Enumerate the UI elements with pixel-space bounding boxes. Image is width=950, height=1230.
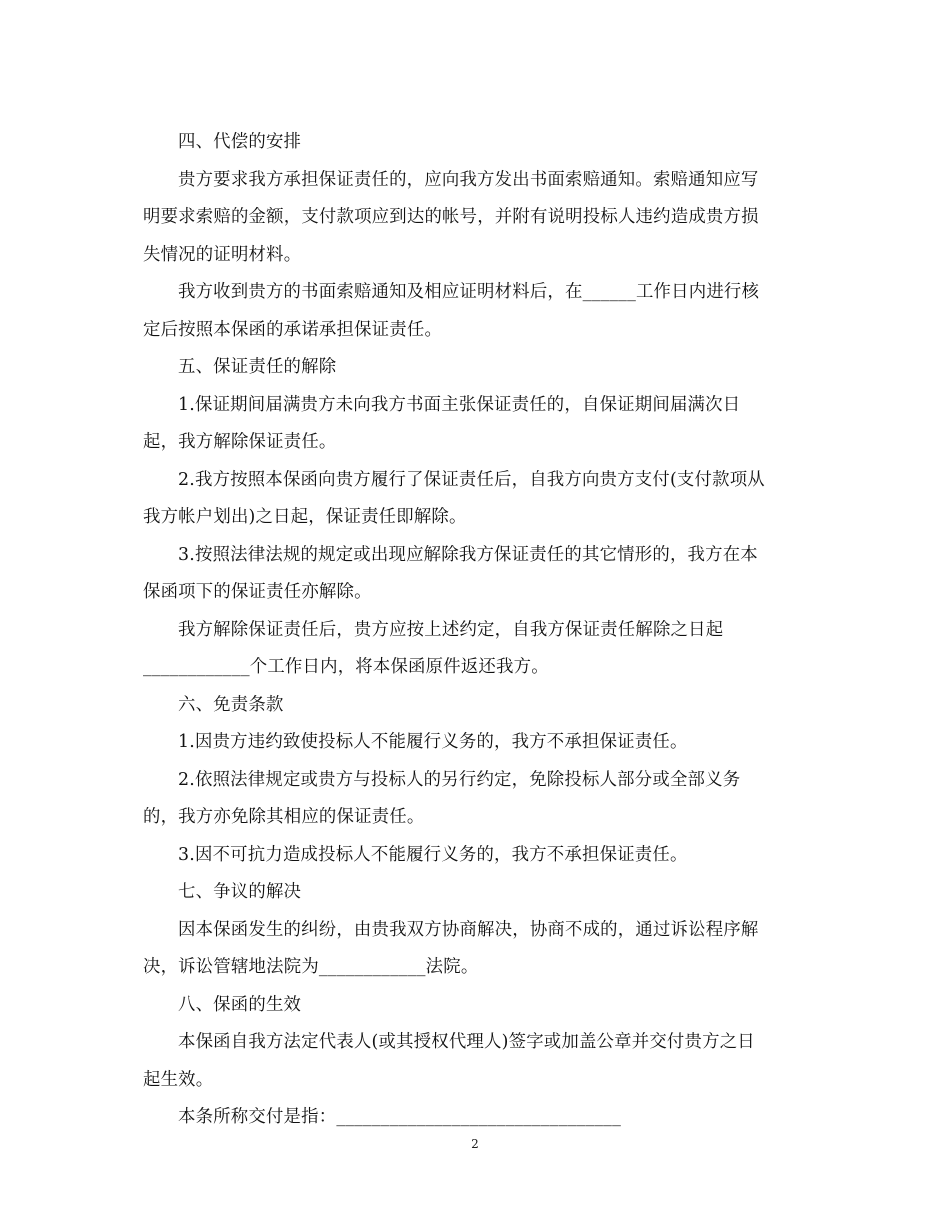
paragraph-line: 本保函自我方法定代表人(或其授权代理人)签字或加盖公章并交付贵方之日 bbox=[178, 1032, 755, 1052]
paragraph-line: 起，我方解除保证责任。 bbox=[143, 432, 337, 452]
paragraph-line: 失情况的证明材料。 bbox=[143, 244, 302, 265]
paragraph-line: 2.我方按照本保函向贵方履行了保证责任后，自我方向贵方支付(支付款项从 bbox=[178, 469, 765, 490]
section-heading-5: 五、保证责任的解除 bbox=[178, 357, 337, 377]
page-number: 2 bbox=[471, 1137, 479, 1151]
section-heading-7: 七、争议的解决 bbox=[178, 882, 302, 902]
paragraph-line: 1.保证期间届满贵方未向我方书面主张保证责任的，自保证期间届满次日 bbox=[178, 394, 741, 415]
paragraph-line: 2.依照法律规定或贵方与投标人的另行约定，免除投标人部分或全部义务 bbox=[178, 769, 741, 790]
paragraph-line: 贵方要求我方承担保证责任的，应向我方发出书面索赔通知。索赔通知应写 bbox=[178, 169, 759, 190]
section-heading-4: 四、代偿的安排 bbox=[178, 132, 302, 152]
paragraph-line: ____________个工作日内，将本保函原件返还我方。 bbox=[143, 657, 549, 677]
paragraph-line: 的，我方亦免除其相应的保证责任。 bbox=[143, 807, 425, 827]
paragraph-line: 3.按照法律法规的规定或出现应解除我方保证责任的其它情形的，我方在本 bbox=[178, 544, 758, 565]
paragraph-line: 决，诉讼管辖地法院为____________法院。 bbox=[143, 957, 479, 977]
paragraph-line: 本条所称交付是指：________________________________ bbox=[178, 1107, 621, 1127]
paragraph-line: 保函项下的保证责任亦解除。 bbox=[143, 582, 372, 602]
document-body bbox=[143, 124, 808, 1137]
paragraph-line: 定后按照本保函的承诺承担保证责任。 bbox=[143, 319, 443, 340]
paragraph-line: 明要求索赔的金额，支付款项应到达的帐号，并附有说明投标人违约造成贵方损 bbox=[143, 207, 759, 227]
section-heading-6: 六、免责条款 bbox=[178, 694, 284, 715]
paragraph-line: 我方收到贵方的书面索赔通知及相应证明材料后，在______工作日内进行核 bbox=[178, 282, 760, 302]
paragraph-line: 1.因贵方违约致使投标人不能履行义务的，我方不承担保证责任。 bbox=[178, 732, 688, 752]
paragraph-line: 因本保函发生的纠纷，由贵我双方协商解决，协商不成的，通过诉讼程序解 bbox=[178, 919, 759, 940]
paragraph-line: 我方帐户划出)之日起，保证责任即解除。 bbox=[143, 507, 467, 527]
paragraph-line: 3.因不可抗力造成投标人不能履行义务的，我方不承担保证责任。 bbox=[178, 844, 688, 865]
paragraph-line: 起生效。 bbox=[143, 1069, 214, 1090]
section-heading-8: 八、保函的生效 bbox=[178, 994, 302, 1015]
paragraph-line: 我方解除保证责任后，贵方应按上述约定，自我方保证责任解除之日起 bbox=[178, 619, 724, 640]
